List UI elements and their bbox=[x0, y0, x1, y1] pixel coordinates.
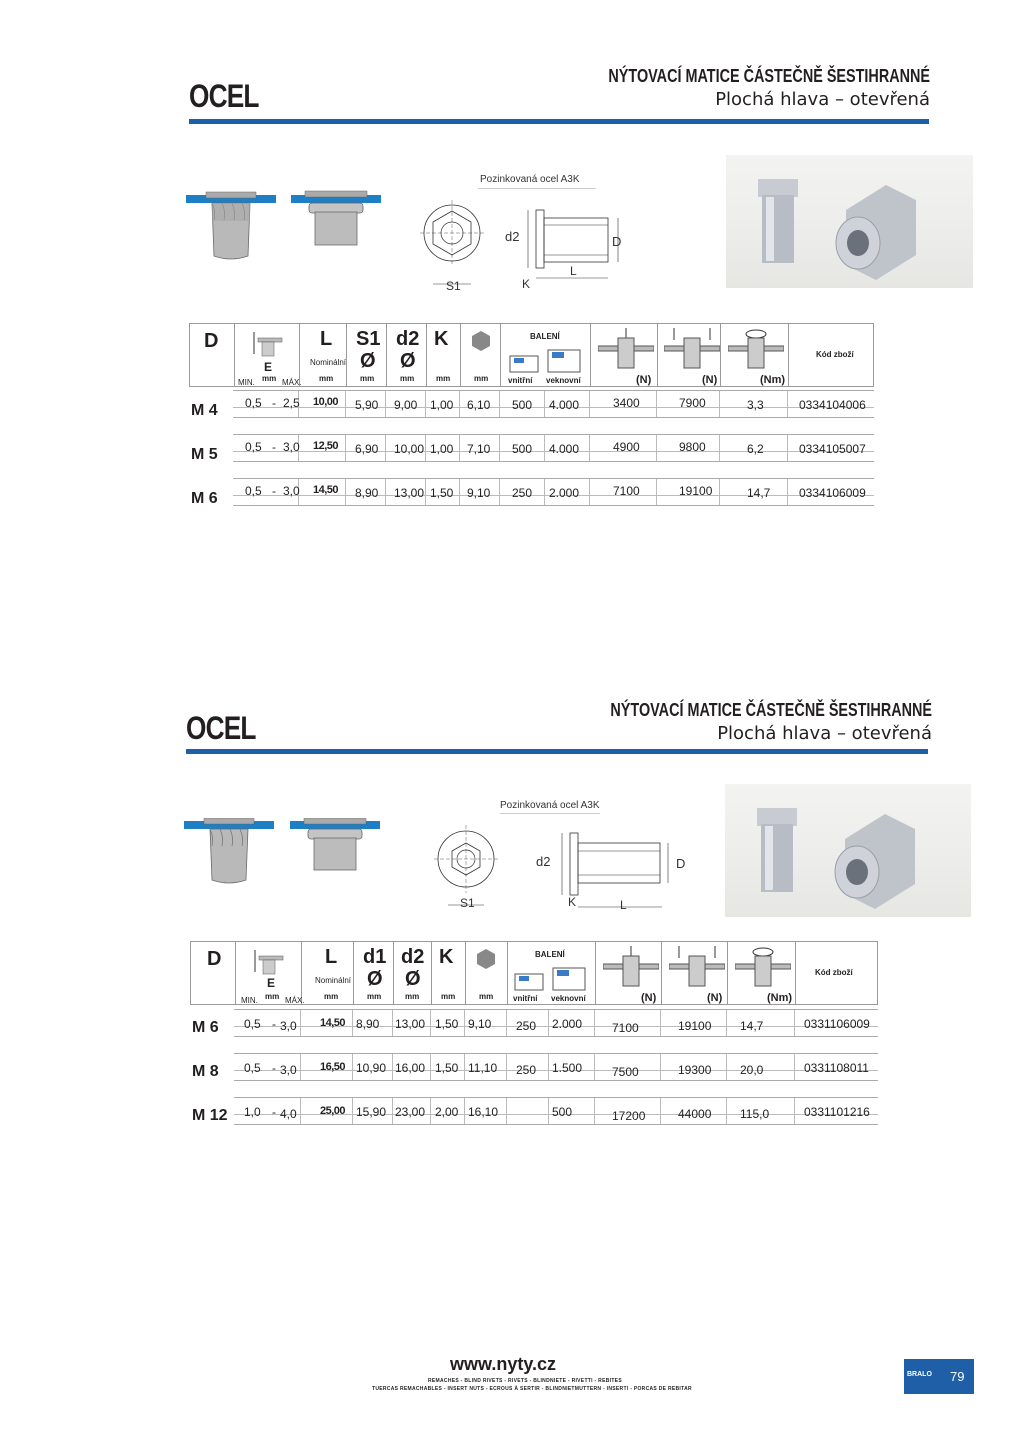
row-size-label: M 8 bbox=[192, 1063, 219, 1080]
label-L: L bbox=[570, 264, 577, 278]
col-S1-symbol: Ø bbox=[360, 350, 376, 372]
col-d2-unit: mm bbox=[405, 992, 420, 1001]
col-L-sub: Nominální bbox=[310, 358, 347, 367]
cell-c2: 23,00 bbox=[395, 1105, 426, 1119]
cell-emin: 0,5 bbox=[245, 396, 262, 410]
label-D: D bbox=[676, 856, 686, 871]
col-packing-inner: vnitřní bbox=[513, 994, 538, 1003]
label-d2: d2 bbox=[536, 854, 551, 869]
nut-illustration-side-icon bbox=[291, 190, 381, 250]
label-L: L bbox=[620, 898, 627, 912]
heading-sub: Plochá hlava – otevřená bbox=[715, 89, 930, 110]
col-packing-outer: veknovní bbox=[551, 994, 586, 1003]
page-number: 79 bbox=[950, 1369, 965, 1384]
cell-emax: 3,0 bbox=[283, 484, 300, 498]
label-d2: d2 bbox=[505, 229, 520, 244]
cell-hex: 16,10 bbox=[468, 1105, 499, 1119]
cell-t: 3,3 bbox=[747, 398, 764, 412]
cell-hex: 9,10 bbox=[467, 486, 491, 500]
material-caption: Pozinkovaná ocel A3K bbox=[480, 174, 580, 185]
cell-range-dash: - bbox=[272, 1017, 276, 1031]
cell-c2: 13,00 bbox=[395, 1017, 426, 1031]
cell-f2: 19100 bbox=[679, 484, 713, 498]
col-E-max: MÁX. bbox=[282, 378, 302, 387]
row-size-label: M 6 bbox=[192, 1019, 219, 1036]
col-torque-unit: (Nm) bbox=[767, 992, 793, 1004]
cell-c1: 6,90 bbox=[355, 442, 379, 456]
section-heading bbox=[530, 700, 932, 744]
cell-emax: 3,0 bbox=[280, 1019, 297, 1033]
cell-range-dash: - bbox=[272, 484, 276, 498]
col-packing-inner: vnitřní bbox=[508, 376, 533, 385]
cell-c1: 8,90 bbox=[356, 1017, 380, 1031]
col-E-min: MIN. bbox=[238, 378, 255, 387]
material-title: OCEL bbox=[186, 710, 256, 746]
cell-f1: 7100 bbox=[612, 1021, 639, 1035]
col-packing: BALENÍ bbox=[535, 950, 565, 959]
torque-icon bbox=[728, 328, 784, 374]
cell-outer: 4.000 bbox=[549, 398, 580, 412]
cell-code: 0331101216 bbox=[804, 1105, 870, 1119]
cell-c2: 13,00 bbox=[394, 486, 425, 500]
table-row bbox=[234, 1053, 878, 1081]
table-header bbox=[190, 941, 878, 1005]
heading-main: NÝTOVACÍ MATICE ČÁSTEČNĚ ŠESTIHRANNÉ bbox=[608, 66, 930, 86]
col-packing-outer: veknovní bbox=[546, 376, 581, 385]
table-row bbox=[234, 1097, 878, 1125]
cell-emin: 0,5 bbox=[244, 1017, 261, 1031]
cell-outer: 4.000 bbox=[549, 442, 580, 456]
shear-force-icon bbox=[664, 328, 720, 374]
box-icon bbox=[506, 346, 586, 374]
cell-l: 14,50 bbox=[320, 1017, 346, 1029]
cell-inner: 500 bbox=[512, 442, 533, 456]
cell-t: 115,0 bbox=[740, 1107, 770, 1121]
cell-f2: 19100 bbox=[678, 1019, 712, 1033]
col-hex-unit: mm bbox=[474, 374, 489, 383]
col-L: L bbox=[325, 946, 338, 968]
brand-logo bbox=[904, 1359, 974, 1394]
cell-code: 0331108011 bbox=[804, 1061, 869, 1075]
footer-line-1: REMACHES - BLIND RIVETS - RIVETS - BLINDNIETE - RIVETTI - REBITES bbox=[428, 1378, 622, 1384]
cell-f1: 17200 bbox=[612, 1109, 646, 1123]
cell-outer: 1.500 bbox=[552, 1061, 583, 1075]
cell-hex: 9,10 bbox=[468, 1017, 492, 1031]
col-d1: d1 bbox=[363, 946, 387, 968]
cell-t: 14,7 bbox=[740, 1019, 764, 1033]
col-L-unit: mm bbox=[324, 992, 339, 1001]
cell-inner: 250 bbox=[516, 1019, 537, 1033]
col-d1-symbol: Ø bbox=[367, 968, 383, 990]
col-d2: d2 bbox=[401, 946, 425, 968]
label-K: K bbox=[568, 895, 577, 909]
cell-t: 6,2 bbox=[747, 442, 764, 456]
row-size-label: M 6 bbox=[191, 490, 218, 507]
col-E-min: MIN. bbox=[241, 996, 258, 1005]
cell-k: 1,00 bbox=[430, 398, 454, 412]
col-K-unit: mm bbox=[436, 374, 451, 383]
col-D: D bbox=[204, 330, 219, 352]
heading-sub: Plochá hlava – otevřená bbox=[717, 723, 932, 744]
cell-l: 10,00 bbox=[313, 396, 339, 408]
cell-emax: 3,0 bbox=[283, 440, 300, 454]
cell-f1: 7100 bbox=[613, 484, 640, 498]
cell-range-dash: - bbox=[272, 396, 276, 410]
cell-k: 1,50 bbox=[430, 486, 454, 500]
cell-hex: 7,10 bbox=[467, 442, 491, 456]
cell-range-dash: - bbox=[272, 1061, 276, 1075]
cell-inner: 250 bbox=[516, 1063, 537, 1077]
cell-l: 12,50 bbox=[313, 440, 339, 452]
tensile-force-icon bbox=[598, 328, 654, 374]
cell-t: 14,7 bbox=[747, 486, 771, 500]
row-size-label: M 4 bbox=[191, 402, 218, 419]
cell-inner: 500 bbox=[512, 398, 533, 412]
grip-range-icon bbox=[248, 330, 288, 360]
cell-f2: 9800 bbox=[679, 440, 706, 454]
col-E-mm: mm bbox=[262, 374, 277, 383]
col-S1: S1 bbox=[356, 328, 381, 350]
heading-main: NÝTOVACÍ MATICE ČÁSTEČNĚ ŠESTIHRANNÉ bbox=[610, 700, 932, 720]
cell-f2: 19300 bbox=[678, 1063, 712, 1077]
label-S1: S1 bbox=[460, 896, 475, 910]
cell-k: 1,50 bbox=[435, 1017, 459, 1031]
col-S1-unit: mm bbox=[360, 374, 375, 383]
nut-illustration-side-icon bbox=[290, 818, 380, 874]
cell-f1: 7500 bbox=[612, 1065, 639, 1079]
cell-f2: 7900 bbox=[679, 396, 706, 410]
logo-text: BRALO bbox=[907, 1371, 932, 1378]
cell-f2: 44000 bbox=[678, 1107, 712, 1121]
row-size-label: M 12 bbox=[192, 1107, 228, 1124]
col-d2: d2 bbox=[396, 328, 420, 350]
product-photo bbox=[726, 155, 973, 288]
cell-code: 0334104006 bbox=[799, 398, 866, 412]
col-E: E bbox=[264, 360, 273, 374]
col-shear-unit: (N) bbox=[707, 992, 723, 1004]
label-K: K bbox=[522, 277, 531, 291]
cell-emax: 2,5 bbox=[283, 396, 300, 410]
cell-hex: 6,10 bbox=[467, 398, 491, 412]
cell-k: 2,00 bbox=[435, 1105, 459, 1119]
cell-emin: 0,5 bbox=[245, 440, 262, 454]
col-K: K bbox=[439, 946, 454, 968]
footer-url[interactable]: www.nyty.cz bbox=[450, 1354, 557, 1374]
technical-drawing bbox=[430, 813, 670, 913]
nut-illustration-installed-icon bbox=[186, 190, 276, 262]
cell-code: 0334105007 bbox=[799, 442, 866, 456]
material-title: OCEL bbox=[189, 78, 259, 114]
section-heading bbox=[528, 66, 930, 110]
col-E: E bbox=[267, 976, 276, 990]
col-d2-symbol: Ø bbox=[405, 968, 421, 990]
col-d1-unit: mm bbox=[367, 992, 382, 1001]
footer-line-2: TUERCAS REMACHABLES - INSERT NUTS - ECROUS À SERTIR - BLINDNIETMUTTERN - INSERTI - PORCAS DE REBITAR bbox=[372, 1386, 692, 1392]
cell-l: 25,00 bbox=[320, 1105, 346, 1117]
grip-range-icon bbox=[249, 948, 289, 978]
col-L-unit: mm bbox=[319, 374, 334, 383]
cell-hex: 11,10 bbox=[468, 1061, 498, 1075]
cell-outer: 2.000 bbox=[552, 1017, 583, 1031]
cell-emin: 1,0 bbox=[244, 1105, 261, 1119]
cell-inner: 250 bbox=[512, 486, 533, 500]
cell-outer: 2.000 bbox=[549, 486, 580, 500]
heading-rule bbox=[189, 119, 929, 124]
cell-c1: 15,90 bbox=[356, 1105, 387, 1119]
cell-code: 0331106009 bbox=[804, 1017, 870, 1031]
product-photo bbox=[725, 784, 971, 917]
box-icon bbox=[511, 964, 591, 992]
col-L: L bbox=[320, 328, 333, 350]
col-packing: BALENÍ bbox=[530, 332, 560, 341]
cell-c2: 16,00 bbox=[395, 1061, 426, 1075]
cell-f1: 4900 bbox=[613, 440, 640, 454]
table-header bbox=[189, 323, 874, 387]
col-shear-unit: (N) bbox=[702, 374, 718, 386]
material-caption: Pozinkovaná ocel A3K bbox=[500, 800, 600, 811]
cell-code: 0334106009 bbox=[799, 486, 866, 500]
col-d2-unit: mm bbox=[400, 374, 415, 383]
cell-emin: 0,5 bbox=[244, 1061, 261, 1075]
col-E-mm: mm bbox=[265, 992, 280, 1001]
col-torque-unit: (Nm) bbox=[760, 374, 786, 386]
col-d2-symbol: Ø bbox=[400, 350, 416, 372]
col-L-sub: Nominální bbox=[315, 976, 352, 985]
cell-c1: 8,90 bbox=[355, 486, 379, 500]
section-1 bbox=[0, 0, 1024, 560]
col-hex-unit: mm bbox=[479, 992, 494, 1001]
row-size-label: M 5 bbox=[191, 446, 218, 463]
nut-illustration-installed-icon bbox=[184, 818, 274, 886]
table-row bbox=[234, 1009, 878, 1037]
col-E-max: MÁX. bbox=[285, 996, 305, 1005]
cell-t: 20,0 bbox=[740, 1063, 764, 1077]
cell-emax: 3,0 bbox=[280, 1063, 297, 1077]
hexagon-icon bbox=[475, 948, 497, 970]
col-tensile-unit: (N) bbox=[641, 992, 657, 1004]
cell-c2: 10,00 bbox=[394, 442, 425, 456]
hexagon-icon bbox=[470, 330, 492, 352]
torque-icon bbox=[735, 946, 791, 992]
label-D: D bbox=[612, 234, 622, 249]
col-K: K bbox=[434, 328, 449, 350]
cell-range-dash: - bbox=[272, 440, 276, 454]
tensile-force-icon bbox=[603, 946, 659, 992]
cell-range-dash: - bbox=[272, 1105, 276, 1119]
cell-c1: 10,90 bbox=[356, 1061, 387, 1075]
cell-c2: 9,00 bbox=[394, 398, 418, 412]
cell-k: 1,00 bbox=[430, 442, 454, 456]
cell-k: 1,50 bbox=[435, 1061, 459, 1075]
cell-emax: 4,0 bbox=[280, 1107, 297, 1121]
cell-emin: 0,5 bbox=[245, 484, 262, 498]
col-tensile-unit: (N) bbox=[636, 374, 652, 386]
cell-l: 14,50 bbox=[313, 484, 339, 496]
cell-l: 16,50 bbox=[320, 1061, 346, 1073]
col-code: Kód zboží bbox=[815, 968, 853, 977]
col-code: Kód zboží bbox=[816, 350, 854, 359]
cell-outer: 500 bbox=[552, 1105, 573, 1119]
cell-c1: 5,90 bbox=[355, 398, 379, 412]
col-K-unit: mm bbox=[441, 992, 456, 1001]
col-D: D bbox=[207, 948, 222, 970]
shear-force-icon bbox=[669, 946, 725, 992]
label-S1: S1 bbox=[446, 279, 461, 293]
heading-rule bbox=[186, 749, 928, 754]
cell-f1: 3400 bbox=[613, 396, 640, 410]
